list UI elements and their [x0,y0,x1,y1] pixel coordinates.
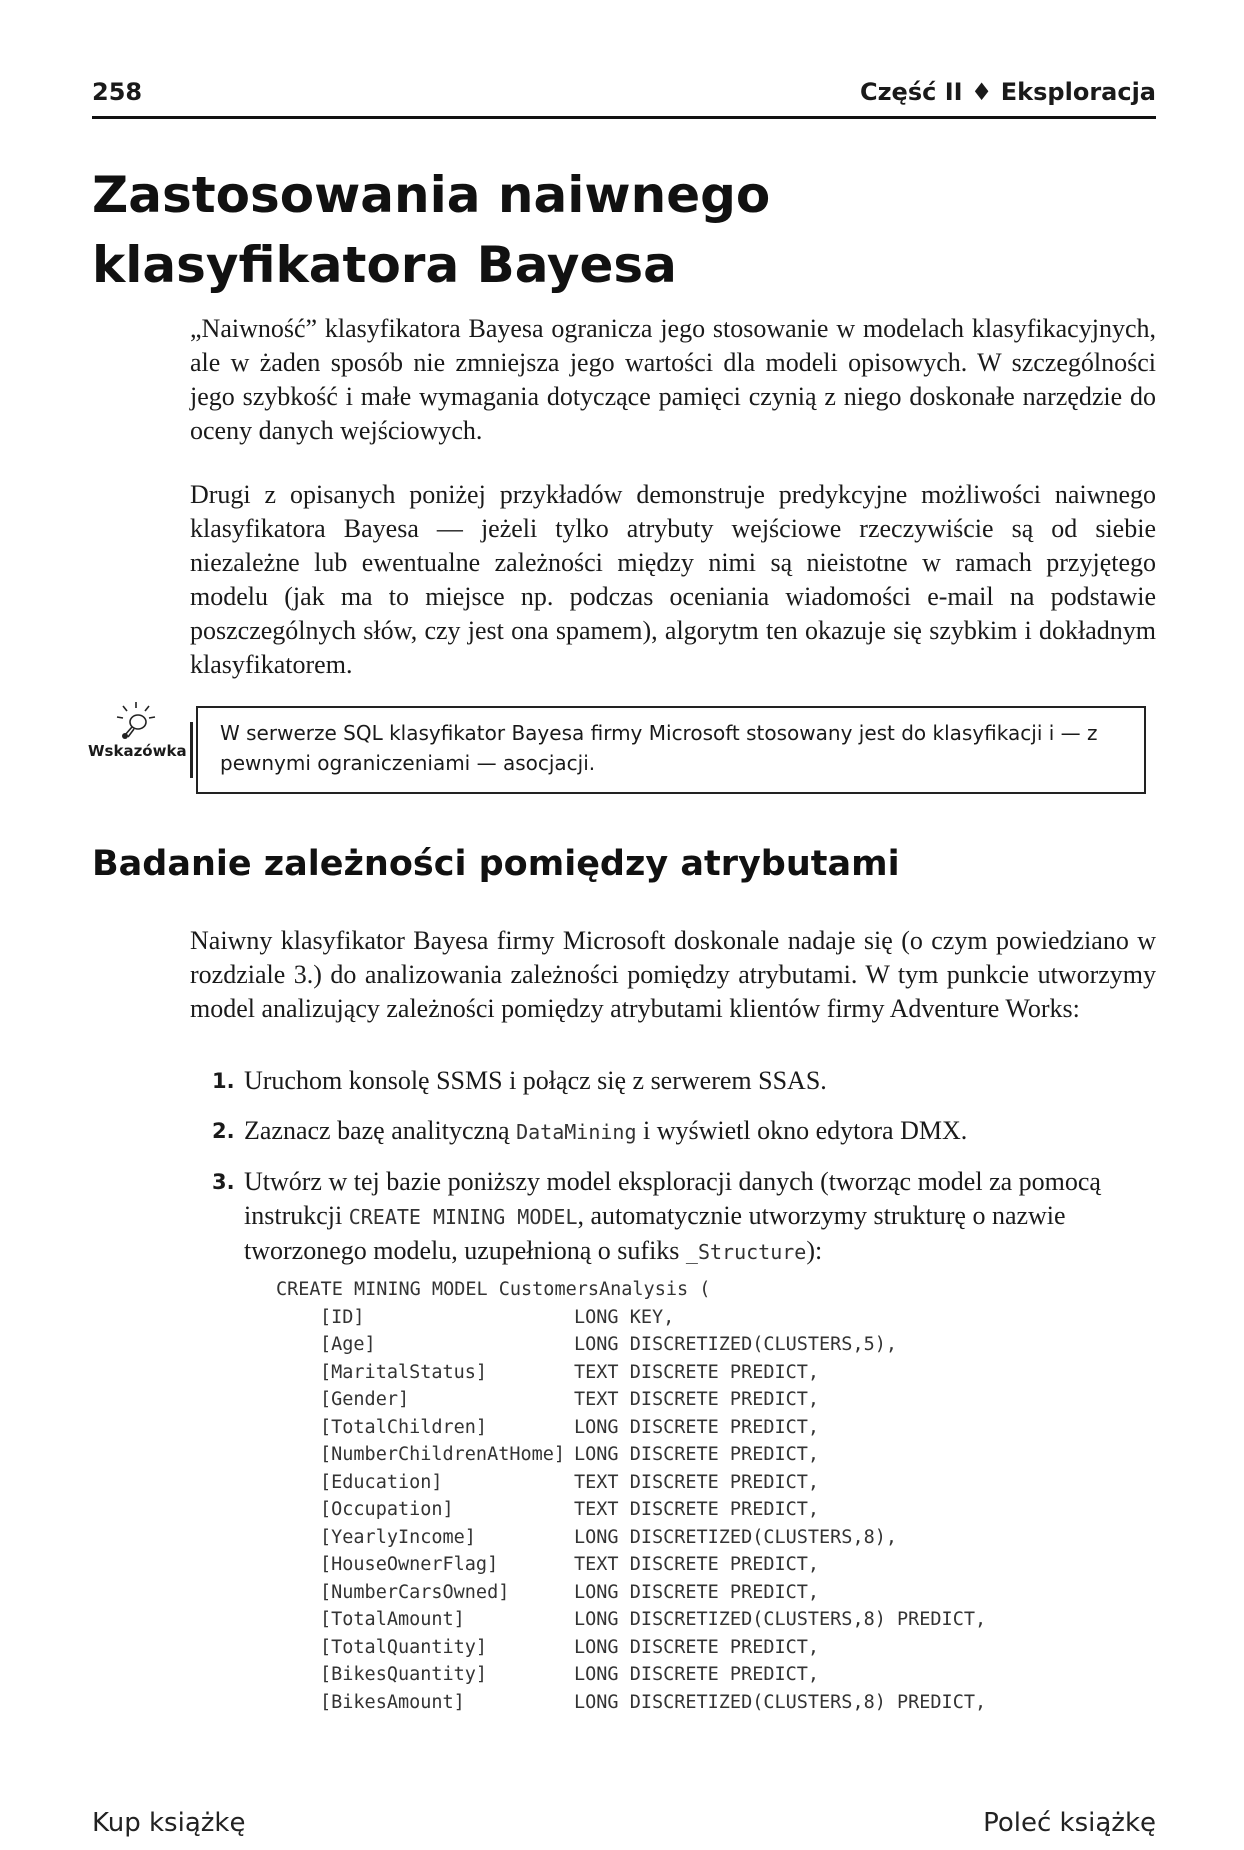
code-column-type: LONG KEY, [574,1306,675,1328]
step-text: i wyświetl okno edytora DMX. [636,1116,968,1145]
code-column-type: TEXT DISCRETE PREDICT, [574,1554,820,1575]
code-line [276,1359,820,1387]
code-column-name: [BikesQuantity] [320,1664,488,1685]
code-line [276,1414,820,1442]
code-line [276,1441,820,1469]
code-line [276,1469,820,1497]
tip-marker [88,700,187,772]
intro-paragraph: „Naiwność” klasyfikatora Bayesa ogranicza jego stosowanie w modelach klasyfikacyjnych, ale w żaden sposób nie zmniejsza jego wartości dla modeli opisowych. W szczególności jego szybkość i małe wymagania dotyczące pamięci czynią z niego doskonałe narzędzie do oceny danych wejściowych. [190,314,1156,445]
code-line [276,1606,987,1634]
code-line [276,1304,710,1332]
recommend-book-link[interactable]: Poleć książkę [983,1808,1156,1838]
code-column-name: [HouseOwnerFlag] [320,1554,499,1575]
code-line [276,1386,820,1414]
code-column-type: LONG DISCRETE PREDICT, [574,1416,820,1438]
code-column-name: [NumberChildrenAtHome] [320,1444,566,1465]
code-column-type: TEXT DISCRETE PREDICT, [574,1499,820,1520]
code-column-name: [ID] [320,1306,365,1328]
section-intro-paragraph: Naiwny klasyfikator Bayesa firmy Microsoft doskonale nadaje się (o czym powiedziano w rozdziale 3.) do analizowania zależności pomiędzy atrybutami. W tym punkcie utworzymy model analizujący zależności pomiędzy atrybutami klientów firmy Adventure Works: [190,926,1156,1023]
code-column-name: [NumberCarsOwned] [320,1581,510,1603]
code-column-name: [YearlyIncome] [320,1526,476,1548]
code-column-type: TEXT DISCRETE PREDICT, [574,1361,820,1383]
code-line [276,1579,820,1607]
code-line [276,1689,987,1717]
code-line [276,1661,820,1689]
code-column-name: [BikesAmount] [320,1691,465,1713]
code-column-name: [TotalChildren] [320,1416,488,1438]
inline-code: CREATE MINING MODEL [348,1205,578,1229]
code-column-type: LONG DISCRETE PREDICT, [574,1664,820,1685]
code-column-name: [Education] [320,1471,443,1493]
step-item [190,1114,1156,1149]
code-line [276,1551,820,1579]
code-column-type: LONG DISCRETIZED(CLUSTERS,8) PREDICT, [574,1691,987,1713]
section-heading: Badanie zależności pomiędzy atrybutami [92,844,900,884]
code-line [276,1496,820,1524]
inline-code: _Structure [685,1240,807,1264]
tip-label: Wskazówka [88,742,187,760]
prediction-paragraph: Drugi z opisanych poniżej przykładów demonstruje predykcyjne możliwości naiwnego klasyfikatora Bayesa — jeżeli tylko atrybuty wejściowe rzeczywiście są od siebie niezależne lub ewentualne zależności między nimi są nieistotne w ramach przyjętego modelu (jak ma to miejsce np. podczas oceniania wiadomości e-mail na podstawie poszczególnych słów, czy jest ona spamem), algorytm ten okazuje się szybkim i dokładnym klasyfikatorem. [190,480,1156,679]
chapter-title-line-1: Zastosowania naiwnego [92,166,771,224]
code-line [276,1331,898,1359]
section-label: Część II ♦ Eksploracja [859,78,1156,106]
code-column-name: [Occupation] [320,1499,454,1520]
step-item [190,1165,1156,1269]
running-header [92,76,1156,119]
inline-code: DataMining [516,1120,637,1144]
code-column-name: [MaritalStatus] [320,1361,488,1383]
page-number: 258 [92,78,143,106]
code-column-name: [Age] [320,1334,376,1355]
step-text: Utwórz w tej bazie poniższy model eksploracji danych (tworząc model za pomocą instrukcji [244,1167,1101,1230]
tip-text: W serwerze SQL klasyfikator Bayesa firmy Microsoft stosowany jest do klasyfikacji i — z pewnymi ograniczeniami — asocjacji. [220,721,1098,775]
code-column-type: LONG DISCRETE PREDICT, [574,1581,820,1603]
code-header: CREATE MINING MODEL CustomersAnalysis ( [276,1279,711,1300]
chapter-title-line-2: klasyfikatora Bayesa [92,236,677,294]
code-column-type: LONG DISCRETIZED(CLUSTERS,5), [574,1334,898,1355]
code-listing [276,1276,987,1716]
code-column-name: [Gender] [320,1389,410,1410]
step-number: 3. [212,1170,235,1194]
code-column-type: LONG DISCRETE PREDICT, [574,1636,820,1658]
code-column-type: LONG DISCRETIZED(CLUSTERS,8), [574,1526,898,1548]
steps-list [190,1064,1156,1285]
code-column-name: [TotalQuantity] [320,1636,488,1658]
step-number: 2. [212,1119,235,1143]
step-item [190,1064,1156,1098]
tip-box [196,706,1146,794]
step-text: Zaznacz bazę analityczną [244,1116,517,1145]
code-column-type: LONG DISCRETE PREDICT, [574,1444,820,1465]
step-text: , automatycznie utworzymy strukturę o nazwie tworzonego modelu, uzupełnioną o sufiks [244,1201,1066,1265]
code-line [276,1634,820,1662]
step-number: 1. [212,1069,235,1093]
lightbulb-icon [114,700,158,740]
code-column-name: [TotalAmount] [320,1609,465,1630]
chapter-title [92,160,1092,300]
code-line [276,1524,898,1552]
buy-book-link[interactable]: Kup książkę [92,1808,246,1838]
code-column-type: TEXT DISCRETE PREDICT, [574,1389,820,1410]
code-column-type: TEXT DISCRETE PREDICT, [574,1471,820,1493]
step-text: ): [806,1236,823,1265]
code-column-type: LONG DISCRETIZED(CLUSTERS,8) PREDICT, [574,1609,987,1630]
step-text: Uruchom konsolę SSMS i połącz się z serwerem SSAS. [244,1066,827,1095]
